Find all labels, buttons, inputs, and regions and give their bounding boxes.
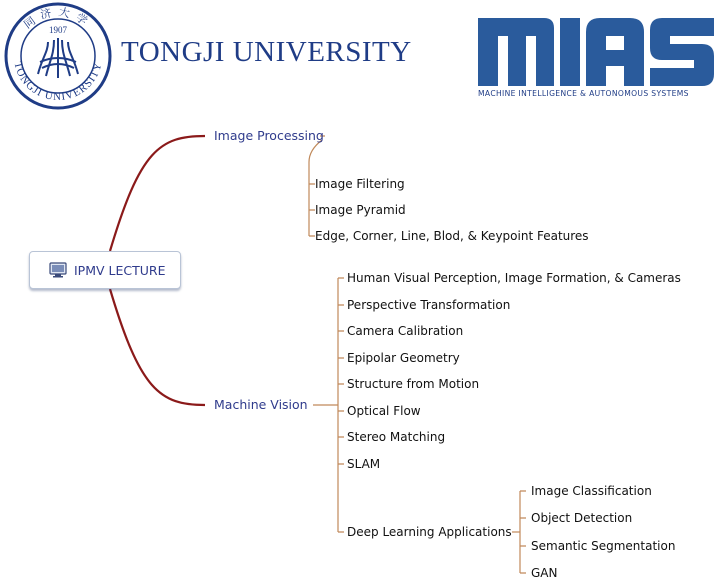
seal-top-text: 同济大学 — [21, 5, 95, 32]
leaf-camera-calibration[interactable]: Camera Calibration — [347, 324, 464, 338]
leaf-human-visual-perception[interactable]: Human Visual Perception, Image Formation, & Cameras — [347, 271, 681, 285]
machine-vision-bracket — [313, 278, 344, 532]
leaf-gan[interactable]: GAN — [531, 566, 558, 580]
connector-root-machine-vision — [110, 289, 205, 405]
leaf-image-pyramid[interactable]: Image Pyramid — [315, 203, 406, 217]
seal-ring-text: TONGJI UNIVERSITY — [11, 60, 105, 104]
leaf-structure-from-motion[interactable]: Structure from Motion — [347, 377, 480, 391]
root-node-label: IPMV LECTURE — [74, 263, 166, 278]
leaf-image-classification[interactable]: Image Classification — [531, 484, 652, 498]
mias-subtitle: MACHINE INTELLIGENCE & AUTONOMOUS SYSTEMS — [478, 89, 689, 98]
subbranch-deep-learning-applications[interactable]: Deep Learning Applications — [347, 525, 512, 539]
tongji-university-seal — [4, 2, 112, 110]
leaf-optical-flow[interactable]: Optical Flow — [347, 404, 421, 418]
leaf-epipolar-geometry[interactable]: Epipolar Geometry — [347, 351, 460, 365]
leaf-semantic-segmentation[interactable]: Semantic Segmentation — [531, 539, 676, 553]
leaf-stereo-matching[interactable]: Stereo Matching — [347, 430, 446, 444]
connector-root-image-processing — [110, 136, 205, 251]
leaf-object-detection[interactable]: Object Detection — [531, 511, 633, 525]
leaf-image-filtering[interactable]: Image Filtering — [315, 177, 405, 191]
seal-year: 1907 — [49, 25, 67, 35]
leaf-slam[interactable]: SLAM — [347, 457, 381, 471]
branch-machine-vision[interactable]: Machine Vision — [214, 397, 308, 412]
monitor-icon — [49, 262, 67, 278]
branch-image-processing[interactable]: Image Processing — [214, 128, 324, 143]
deep-learning-bracket — [512, 491, 526, 573]
leaf-edge-corner-line-features[interactable]: Edge, Corner, Line, Blod, & Keypoint Features — [315, 229, 589, 243]
university-name: TONGJI UNIVERSITY — [121, 36, 412, 68]
leaf-perspective-transformation[interactable]: Perspective Transformation — [347, 298, 511, 312]
